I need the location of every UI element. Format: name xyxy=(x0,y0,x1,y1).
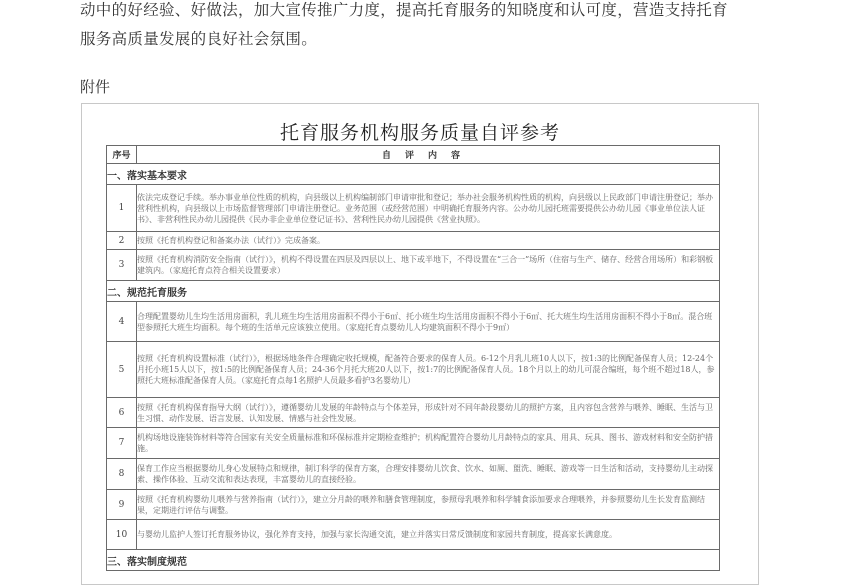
row-text: 保育工作应当根据婴幼儿身心发展特点和规律，制订科学的保育方案，合理安排婴幼儿饮食、饮水、如厕、盥洗、睡眠、游戏等一日生活和活动，支持婴幼儿主动探索、操作体验、互动交流和表达表现，丰富婴幼儿的直接经验。 xyxy=(137,459,720,490)
article-paragraph xyxy=(80,0,780,54)
table-row xyxy=(107,185,720,232)
row-text: 合理配置婴幼儿生均生活用房面积，乳儿班生均生活用房面积不得小于6㎡、托小班生均生活用房面积不得小于6㎡、托大班生均生活用房面积不得小于8㎡。混合班型参照托大班生均面积。每个班的生活单元应该独立使用。（家庭托育点婴幼儿人均建筑面积不得小于9㎡） xyxy=(137,302,720,342)
section-row xyxy=(107,281,720,302)
table-row xyxy=(107,342,720,398)
row-number: 9 xyxy=(107,490,137,520)
section-row xyxy=(107,550,720,571)
paragraph-line: 动中的好经验、好做法，加大宣传推广力度，提高托育服务的知晓度和认可度，营造支持托育 xyxy=(80,1,728,19)
row-text: 按照《托育机构婴幼儿喂养与营养指南（试行）》，建立分月龄的喂养和膳食管理制度，参照母乳喂养和科学辅食添加要求合理喂养，并参照婴幼儿生长发育监测结果，定期进行评估与调整。 xyxy=(137,490,720,520)
row-text: 机构场地设施装饰材料等符合国家有关安全质量标准和环保标准并定期检查维护；机构配置符合婴幼儿月龄特点的家具、用具、玩具、图书、游戏材料和安全防护措施。 xyxy=(137,428,720,459)
section-title: 二、规范托育服务 xyxy=(107,281,720,302)
row-number: 3 xyxy=(107,250,137,281)
table-row xyxy=(107,398,720,428)
table-row xyxy=(107,459,720,490)
row-text: 按照《托育机构保育指导大纲（试行）》，遵循婴幼儿发展的年龄特点与个体差异，形成针对不同年龄段婴幼儿的照护方案，且内容包含营养与喂养、睡眠、生活与卫生习惯、动作发展、语言发展、认知发展、情感与社会性发展。 xyxy=(137,398,720,428)
table-row xyxy=(107,302,720,342)
table-row xyxy=(107,520,720,550)
row-number: 5 xyxy=(107,342,137,398)
attachment-label: 附件 xyxy=(80,78,111,96)
table-row xyxy=(107,250,720,281)
row-number: 1 xyxy=(107,185,137,232)
row-number: 10 xyxy=(107,520,137,550)
self-assessment-table xyxy=(106,145,720,571)
row-number: 4 xyxy=(107,302,137,342)
section-row xyxy=(107,164,720,185)
row-number: 6 xyxy=(107,398,137,428)
row-text: 依法完成登记手续。举办事业单位性质的机构，向县级以上机构编制部门申请审批和登记；举办社会服务机构性质的机构，向县级以上民政部门申请注册登记；举办营利性机构，向县级以上市场监督管理部门申请注册登记。业务范围（或经营范围）中明确托育服务内容。公办幼儿园托班需要提供公办幼儿园《事业单位法人证书》、非营利性民办幼儿园提供《民办非企业单位登记证书》、营利性民办幼儿园提供《营业执照》。 xyxy=(137,185,720,232)
section-title: 一、落实基本要求 xyxy=(107,164,720,185)
table-header-row xyxy=(107,146,720,164)
row-text: 按照《托育机构登记和备案办法（试行）》完成备案。 xyxy=(137,232,720,250)
row-text: 与婴幼儿监护人签订托育服务协议，强化养育支持，加强与家长沟通交流，建立并落实日常反馈制度和家园共育制度，提高家长满意度。 xyxy=(137,520,720,550)
paragraph-line: 服务高质量发展的良好社会氛围。 xyxy=(80,30,318,48)
row-number: 8 xyxy=(107,459,137,490)
table-row xyxy=(107,428,720,459)
table-row xyxy=(107,232,720,250)
document-title: 托育服务机构服务质量自评参考 xyxy=(279,122,560,144)
attachment-image xyxy=(81,103,759,585)
table-row xyxy=(107,490,720,520)
row-text: 按照《托育机构设置标准（试行）》，根据场地条件合理确定收托规模，配备符合要求的保育人员。6-12个月乳儿班10人以下，按1:3的比例配备保育人员；12-24个月托小班15人以下，按1:5的比例配备保育人员；24-36个月托大班20人以下，按1:7的比例配备保育人员。18个月以上的幼儿可混合编班，每个班不超过18人，参照托大班标准配备保育人员。（家庭托育点每1名照护人员最多看护3名婴幼儿） xyxy=(137,342,720,398)
header-content: 自评内容 xyxy=(137,146,720,164)
section-title: 三、落实制度规范 xyxy=(107,550,720,571)
row-text: 按照《托育机构消防安全指南（试行）》，机构不得设置在四层及四层以上、地下或半地下，不得设置在“三合一”场所（住宿与生产、储存、经营合用场所）和彩钢板建筑内。（家庭托育点符合相关设置要求） xyxy=(137,250,720,281)
row-number: 2 xyxy=(107,232,137,250)
row-number: 7 xyxy=(107,428,137,459)
header-no: 序号 xyxy=(107,146,137,164)
